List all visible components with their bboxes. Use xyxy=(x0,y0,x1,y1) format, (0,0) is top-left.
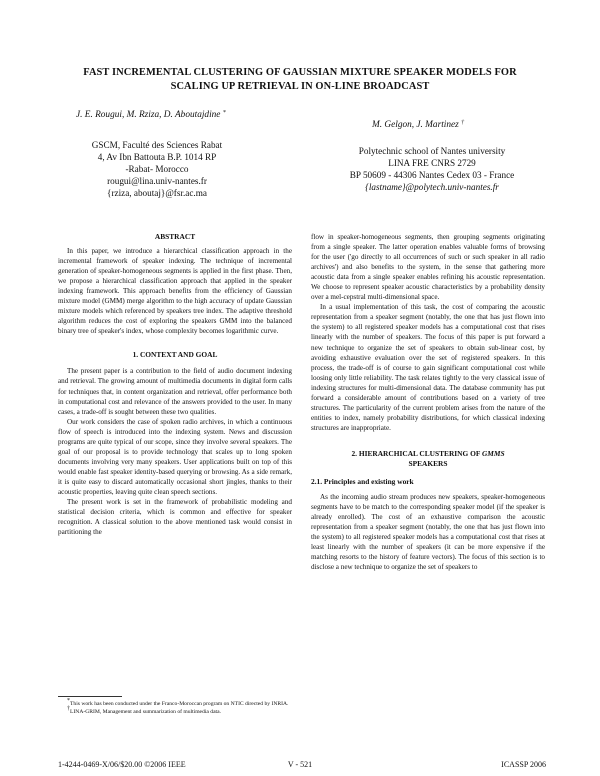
footer-page-number: V - 521 xyxy=(287,760,313,769)
left-author-names: J. E. Rougui, M. Rziza, D. Aboutajdine xyxy=(76,110,221,120)
right-affiliation xyxy=(322,145,542,193)
title-line-1: FAST INCREMENTAL CLUSTERING OF GAUSSIAN MIXTURE SPEAKER MODELS FOR xyxy=(83,67,517,78)
section-1-paragraph: In a usual implementation of this task, the cost of comparing the acoustic representation from a speaker segment (notably, the one that has just flown into the system) to all registered speaker models has a computational cost that rises linearly with the number of speakers. The focus of this paper is put forward a new technique to organize the set of speakers to obtain sub-linear cost, by avoiding exhaustive evaluation over the set of registered speakers. In this process, the trade-off is of course to gain significant computational cost while loosing only little reliability. The task relates tightly to the very classical issue of indexing structures for multi-dimensional data. The database community has put forward a considerable amount of contributions based on a variety of tree structures. The particularity of the current problem arises from the nature of the entities to index, namely probability distributions, for which classical indexing structures are inappropriate. xyxy=(311,303,545,432)
left-column xyxy=(58,232,292,537)
footnote-1 xyxy=(58,700,292,708)
right-affiliation-line: BP 50609 - 44306 Nantes Cedex 03 - France xyxy=(349,170,515,181)
right-affiliation-line: Polytechnic school of Nantes university xyxy=(358,146,506,156)
footer-left: 1-4244-0469-X/06/$20.00 ©2006 IEEE xyxy=(58,760,186,769)
footnote-rule xyxy=(58,696,122,697)
footnote-2-text: LINA-GRIM, Management and summarization of multimedia data. xyxy=(70,709,221,715)
left-email-1: rougui@lina.univ-nantes.fr xyxy=(107,176,207,187)
footer-right: ICASSP 2006 xyxy=(501,760,546,769)
footnote-1-mark: * xyxy=(67,698,70,704)
footnotes xyxy=(58,696,292,716)
left-email-2: {rziza, aboutaj}@fsr.ac.ma xyxy=(107,188,207,199)
section-1-continuation: flow in speaker-homogeneous segments, then grouping segments originating from a single speaker. The latter operation enables valuable forms of browsing for the user ('go directly to all occurrences of such or such speaker in all radio archives') and also benefits to the system, in the sense that gathering more acoustic data from a single speaker enables refining his acoustic representation. We choose to represent speaker acoustic characteristics by a probability density over a mel-cepstral multi-dimensional space. xyxy=(311,233,545,302)
left-author-mark: * xyxy=(222,110,226,116)
section-1-paragraph: Our work considers the case of spoken radio archives, in which a continuous flow of speech is introduced into the indexing system. News and discussion programs are quite typical of our scope, since they involve several speakers. The goal of our proposal is to provide technology that scales up to long spoken documents involving very many speakers. User applications built on top of this would enable fast speaker identity-based querying or browsing. As a side remark, it is quite easy to discard automatically occasional short jingles, thanks to their acoustic properties, leaving quite clean speech sections. xyxy=(58,417,292,496)
left-affiliation-line: GSCM, Faculté des Sciences Rabat xyxy=(91,140,223,150)
right-affiliation-line: LINA FRE CNRS 2729 xyxy=(388,158,476,169)
left-affiliation-line: 4, Av Ibn Battouta B.P. 1014 RP xyxy=(97,152,217,163)
right-authors xyxy=(372,120,464,130)
right-author-mark: † xyxy=(461,120,465,126)
left-authors xyxy=(76,110,226,120)
section-2-paragraph: As the incoming audio stream produces new speakers, speaker-homogeneous segments have to be match to the corresponding speaker model (if the speaker is already enrolled). The cost of an exhaustive comparison the acoustic representation from a speaker segment (notably, the one that has just flown into the system) to all registered speaker models has a computational cost that rises at least linearly with the number of speakers (it can be more expensive if the matching resorts to the history of feature vectors). The focus of this section is to disclose a new technique to organize the set of speakers to xyxy=(311,492,545,572)
footnote-1-text: This work has been conducted under the Franco-Moroccan program on NTIC directed by INRIA. xyxy=(70,701,289,707)
left-affiliation xyxy=(62,139,252,199)
section-1-heading: 1. CONTEXT AND GOAL xyxy=(132,350,218,360)
left-affiliation-line: -Rabat- Morocco xyxy=(125,164,189,175)
abstract-heading: ABSTRACT xyxy=(154,232,196,241)
section-2-heading xyxy=(311,449,545,469)
section-1-paragraph: The present paper is a contribution to the field of audio document indexing and retrieval. The growing amount of multimedia documents in digital form calls for techniques that, in content organization and retrieval, offer performance both in computational cost and relevance of the answers provided to the user. In many cases, a trade-off is sought between these two qualities. xyxy=(58,367,292,416)
right-author-names: M. Gelgon, J. Martinez xyxy=(372,120,459,130)
footnote-2-mark: † xyxy=(67,706,70,712)
right-column xyxy=(311,232,545,572)
right-email: {lastname}@polytech.univ-nantes.fr xyxy=(365,182,499,193)
footnote-2 xyxy=(58,708,292,716)
section-1-paragraph: The present work is set in the framework of probabilistic modeling and statistical decision criteria, which is common and effective for speaker recognition. A classical solution to the above mentioned task would consist in partitioning the xyxy=(58,498,292,537)
title-line-2: SCALING UP RETRIEVAL IN ON-LINE BROADCAST xyxy=(170,81,430,92)
section-2-heading-em: GMMS xyxy=(481,448,505,458)
paper-title xyxy=(40,66,560,94)
section-2-heading-line-2: SPEAKERS xyxy=(408,458,448,468)
section-2-heading-prefix: 2. HIERARCHICAL CLUSTERING OF xyxy=(351,448,482,458)
abstract-text: In this paper, we introduce a hierarchical classification approach in the incremental framework of speaker indexing. The technique of incremental generation of speaker-homogeneous segments is applied in the first phase. Then, we propose a hierarchical classification approach that applied in the speaker indexing framework. This approach benefits from the efficiency of Gaussian mixture model (GMM) merge algorithm to the high accuracy of update Gaussian mixture models which referenced by speakers tree index. The adaptive threshold algorithm reduces the cost of exploring the speakers GMM into the balanced binary tree of speaker's index, whose complexity becomes logarithmic curve. xyxy=(58,247,292,336)
subsection-2-1-heading: 2.1. Principles and existing work xyxy=(311,476,414,486)
